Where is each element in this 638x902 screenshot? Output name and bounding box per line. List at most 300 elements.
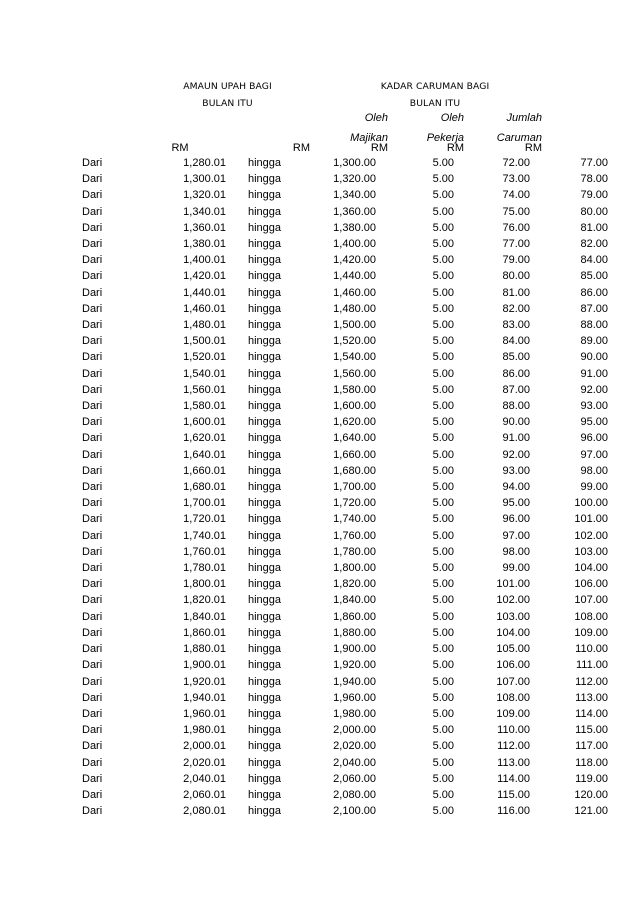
employee-contribution-cell: 103.00 xyxy=(496,610,530,623)
wage-from-cell: 1,320.01 xyxy=(183,189,226,202)
to-label-cell: hingga xyxy=(248,691,282,704)
from-label-cell: Dari xyxy=(82,707,103,720)
total-contribution-cell: 96.00 xyxy=(580,432,608,445)
wage-to-cell: 2,040.00 xyxy=(333,756,376,769)
total-contribution-cell: 97.00 xyxy=(580,448,608,461)
total-contribution-cell: 106.00 xyxy=(574,578,608,591)
employer-contribution-cell: 5.00 xyxy=(432,383,454,396)
wage-to-cell: 2,000.00 xyxy=(333,724,376,737)
total-header-line2: Caruman xyxy=(496,132,542,144)
total-contribution-cell: 109.00 xyxy=(574,626,608,639)
wage-from-cell: 1,660.01 xyxy=(183,464,226,477)
employee-header-line1: Oleh xyxy=(440,112,464,124)
employee-contribution-cell: 97.00 xyxy=(502,529,530,542)
to-label-cell: hingga xyxy=(248,594,282,607)
table-row xyxy=(0,706,608,722)
employer-contribution-cell: 5.00 xyxy=(432,319,454,332)
from-label-cell: Dari xyxy=(82,691,103,704)
from-label-cell: Dari xyxy=(82,529,103,542)
employer-contribution-cell: 5.00 xyxy=(432,367,454,380)
wage-to-cell: 1,860.00 xyxy=(333,610,376,623)
wage-to-cell: 1,680.00 xyxy=(333,464,376,477)
from-label-cell: Dari xyxy=(82,319,103,332)
to-label-cell: hingga xyxy=(248,286,282,299)
from-label-cell: Dari xyxy=(82,351,103,364)
table-row xyxy=(0,674,608,690)
currency-label-to: RM xyxy=(292,142,310,154)
total-contribution-cell: 87.00 xyxy=(580,302,608,315)
wage-to-cell: 1,660.00 xyxy=(333,448,376,461)
from-label-cell: Dari xyxy=(82,400,103,413)
table-row xyxy=(0,641,608,657)
from-label-cell: Dari xyxy=(82,481,103,494)
from-label-cell: Dari xyxy=(82,448,103,461)
wage-from-cell: 1,800.01 xyxy=(183,578,226,591)
employer-contribution-cell: 5.00 xyxy=(432,578,454,591)
from-label-cell: Dari xyxy=(82,238,103,251)
currency-label-employer: RM xyxy=(370,142,388,154)
table-row xyxy=(0,511,608,527)
currency-label-employee: RM xyxy=(446,142,464,154)
wage-from-cell: 1,900.01 xyxy=(183,659,226,672)
to-label-cell: hingga xyxy=(248,626,282,639)
wage-to-cell: 1,500.00 xyxy=(333,319,376,332)
contribution-table xyxy=(0,155,608,819)
employer-contribution-cell: 5.00 xyxy=(432,529,454,542)
employer-contribution-cell: 5.00 xyxy=(432,788,454,801)
employee-contribution-cell: 98.00 xyxy=(502,545,530,558)
wage-to-cell: 1,320.00 xyxy=(333,173,376,186)
wage-to-cell: 1,300.00 xyxy=(333,157,376,169)
employee-contribution-cell: 80.00 xyxy=(502,270,530,283)
employee-contribution-cell: 105.00 xyxy=(496,643,530,656)
employer-contribution-cell: 5.00 xyxy=(432,270,454,283)
table-row xyxy=(0,382,608,398)
employee-contribution-cell: 114.00 xyxy=(497,772,530,785)
to-label-cell: hingga xyxy=(248,659,282,672)
total-contribution-cell: 108.00 xyxy=(574,610,608,623)
employee-contribution-cell: 86.00 xyxy=(502,367,530,380)
wage-from-cell: 1,480.01 xyxy=(183,319,226,332)
from-label-cell: Dari xyxy=(82,626,103,639)
table-row xyxy=(0,528,608,544)
wage-from-cell: 1,440.01 xyxy=(183,286,226,299)
employer-contribution-cell: 5.00 xyxy=(432,756,454,769)
table-row xyxy=(0,576,608,592)
employer-contribution-cell: 5.00 xyxy=(432,497,454,510)
employee-contribution-cell: 92.00 xyxy=(502,448,530,461)
from-label-cell: Dari xyxy=(82,594,103,607)
employer-contribution-cell: 5.00 xyxy=(432,659,454,672)
wage-to-cell: 1,360.00 xyxy=(333,205,376,218)
wage-from-cell: 1,720.01 xyxy=(183,513,226,526)
table-row xyxy=(0,495,608,511)
wage-from-cell: 1,460.01 xyxy=(183,302,226,315)
wage-to-cell: 1,940.00 xyxy=(333,675,376,688)
to-label-cell: hingga xyxy=(248,772,282,785)
from-label-cell: Dari xyxy=(82,367,103,380)
table-row xyxy=(0,398,608,414)
total-contribution-cell: 93.00 xyxy=(580,400,608,413)
currency-label-total: RM xyxy=(524,142,542,154)
table-row xyxy=(0,463,608,479)
employee-contribution-cell: 116.00 xyxy=(497,805,530,818)
employer-contribution-cell: 5.00 xyxy=(432,724,454,737)
to-label-cell: hingga xyxy=(248,238,282,251)
table-row xyxy=(0,252,608,268)
from-label-cell: Dari xyxy=(82,772,103,785)
wage-to-cell: 1,760.00 xyxy=(333,529,376,542)
from-label-cell: Dari xyxy=(82,270,103,283)
wage-to-cell: 1,740.00 xyxy=(333,513,376,526)
table-row xyxy=(0,155,608,171)
employer-contribution-cell: 5.00 xyxy=(432,805,454,818)
table-row xyxy=(0,268,608,284)
employer-contribution-cell: 5.00 xyxy=(432,464,454,477)
wage-from-cell: 1,560.01 xyxy=(183,383,226,396)
wage-to-cell: 1,800.00 xyxy=(333,562,376,575)
employer-contribution-cell: 5.00 xyxy=(432,302,454,315)
employer-contribution-cell: 5.00 xyxy=(432,643,454,656)
wage-from-cell: 1,940.01 xyxy=(183,691,226,704)
employee-contribution-cell: 91.00 xyxy=(502,432,530,445)
wage-from-cell: 1,400.01 xyxy=(183,254,226,267)
table-row xyxy=(0,722,608,738)
to-label-cell: hingga xyxy=(248,351,282,364)
wage-from-cell: 1,300.01 xyxy=(183,173,226,186)
from-label-cell: Dari xyxy=(82,205,103,218)
from-label-cell: Dari xyxy=(82,756,103,769)
from-label-cell: Dari xyxy=(82,335,103,348)
wage-to-cell: 1,340.00 xyxy=(333,189,376,202)
from-label-cell: Dari xyxy=(82,173,103,186)
total-contribution-cell: 111.00 xyxy=(575,659,608,672)
to-label-cell: hingga xyxy=(248,189,282,202)
employer-contribution-cell: 5.00 xyxy=(432,594,454,607)
wage-to-cell: 1,400.00 xyxy=(333,238,376,251)
wage-to-cell: 1,420.00 xyxy=(333,254,376,267)
total-contribution-cell: 118.00 xyxy=(575,756,608,769)
table-row xyxy=(0,349,608,365)
total-header-line1: Jumlah xyxy=(506,112,542,124)
total-contribution-cell: 90.00 xyxy=(580,351,608,364)
total-contribution-cell: 79.00 xyxy=(580,189,608,202)
to-label-cell: hingga xyxy=(248,205,282,218)
to-label-cell: hingga xyxy=(248,270,282,283)
total-contribution-cell: 80.00 xyxy=(580,205,608,218)
total-contribution-cell: 81.00 xyxy=(580,221,608,234)
total-contribution-cell: 82.00 xyxy=(580,238,608,251)
table-row xyxy=(0,771,608,787)
wage-from-cell: 2,080.01 xyxy=(183,805,226,818)
table-row xyxy=(0,447,608,463)
employer-contribution-cell: 5.00 xyxy=(432,448,454,461)
to-label-cell: hingga xyxy=(248,675,282,688)
from-label-cell: Dari xyxy=(82,643,103,656)
table-row xyxy=(0,803,608,819)
wage-amount-header xyxy=(160,78,295,112)
employee-contribution-cell: 113.00 xyxy=(497,756,530,769)
wage-to-cell: 1,460.00 xyxy=(333,286,376,299)
total-contribution-cell: 104.00 xyxy=(574,562,608,575)
total-contribution-cell: 85.00 xyxy=(580,270,608,283)
to-label-cell: hingga xyxy=(248,432,282,445)
employee-contribution-cell: 94.00 xyxy=(502,481,530,494)
table-row xyxy=(0,430,608,446)
employee-contribution-cell: 75.00 xyxy=(502,205,530,218)
total-contribution-cell: 120.00 xyxy=(574,788,608,801)
table-row xyxy=(0,690,608,706)
from-label-cell: Dari xyxy=(82,562,103,575)
employer-contribution-cell: 5.00 xyxy=(432,189,454,202)
employee-contribution-cell: 85.00 xyxy=(502,351,530,364)
wage-to-cell: 2,100.00 xyxy=(333,805,376,818)
to-label-cell: hingga xyxy=(248,643,282,656)
table-row xyxy=(0,657,608,673)
wage-to-cell: 1,540.00 xyxy=(333,351,376,364)
wage-from-cell: 1,500.01 xyxy=(183,335,226,348)
table-row xyxy=(0,171,608,187)
total-contribution-cell: 121.00 xyxy=(574,805,608,818)
wage-to-cell: 2,020.00 xyxy=(333,740,376,753)
employee-contribution-cell: 96.00 xyxy=(502,513,530,526)
wage-from-cell: 1,640.01 xyxy=(183,448,226,461)
table-row xyxy=(0,479,608,495)
employee-contribution-cell: 110.00 xyxy=(497,724,530,737)
employee-contribution-cell: 102.00 xyxy=(496,594,530,607)
wage-from-cell: 1,380.01 xyxy=(183,238,226,251)
employee-contribution-cell: 108.00 xyxy=(496,691,530,704)
from-label-cell: Dari xyxy=(82,254,103,267)
wage-from-cell: 1,920.01 xyxy=(183,675,226,688)
contribution-rate-header xyxy=(355,78,515,112)
wage-to-cell: 1,960.00 xyxy=(333,691,376,704)
employer-header-line1: Oleh xyxy=(364,112,388,124)
to-label-cell: hingga xyxy=(248,481,282,494)
wage-from-cell: 1,580.01 xyxy=(183,400,226,413)
employer-contribution-cell: 5.00 xyxy=(432,400,454,413)
from-label-cell: Dari xyxy=(82,286,103,299)
to-label-cell: hingga xyxy=(248,254,282,267)
employer-contribution-cell: 5.00 xyxy=(432,562,454,575)
total-contribution-cell: 114.00 xyxy=(575,707,608,720)
to-label-cell: hingga xyxy=(248,756,282,769)
wage-to-cell: 1,840.00 xyxy=(333,594,376,607)
total-contribution-cell: 86.00 xyxy=(580,286,608,299)
wage-to-cell: 1,640.00 xyxy=(333,432,376,445)
contribution-rate-header-line1: KADAR CARUMAN BAGI xyxy=(380,81,490,92)
employer-contribution-cell: 5.00 xyxy=(432,351,454,364)
wage-from-cell: 1,520.01 xyxy=(183,351,226,364)
wage-to-cell: 2,080.00 xyxy=(333,788,376,801)
employee-contribution-cell: 88.00 xyxy=(502,400,530,413)
to-label-cell: hingga xyxy=(248,448,282,461)
from-label-cell: Dari xyxy=(82,659,103,672)
employee-contribution-cell: 76.00 xyxy=(502,221,530,234)
from-label-cell: Dari xyxy=(82,416,103,429)
to-label-cell: hingga xyxy=(248,578,282,591)
from-label-cell: Dari xyxy=(82,675,103,688)
wage-to-cell: 1,520.00 xyxy=(333,335,376,348)
wage-from-cell: 1,620.01 xyxy=(183,432,226,445)
wage-to-cell: 1,440.00 xyxy=(333,270,376,283)
total-contribution-cell: 102.00 xyxy=(574,529,608,542)
from-label-cell: Dari xyxy=(82,464,103,477)
total-contribution-cell: 112.00 xyxy=(575,675,608,688)
to-label-cell: hingga xyxy=(248,610,282,623)
total-contribution-cell: 103.00 xyxy=(574,545,608,558)
total-contribution-cell: 101.00 xyxy=(574,513,608,526)
employee-contribution-cell: 79.00 xyxy=(502,254,530,267)
employee-contribution-cell: 84.00 xyxy=(502,335,530,348)
wage-from-cell: 1,840.01 xyxy=(183,610,226,623)
wage-from-cell: 1,340.01 xyxy=(183,205,226,218)
total-contribution-cell: 88.00 xyxy=(580,319,608,332)
employer-contribution-cell: 5.00 xyxy=(432,157,454,169)
from-label-cell: Dari xyxy=(82,610,103,623)
table-row xyxy=(0,187,608,203)
to-label-cell: hingga xyxy=(248,221,282,234)
table-row xyxy=(0,220,608,236)
employee-contribution-cell: 81.00 xyxy=(502,286,530,299)
total-contribution-cell: 119.00 xyxy=(575,772,608,785)
wage-from-cell: 1,360.01 xyxy=(183,221,226,234)
to-label-cell: hingga xyxy=(248,464,282,477)
employee-contribution-cell: 107.00 xyxy=(496,675,530,688)
employee-contribution-cell: 77.00 xyxy=(502,238,530,251)
wage-to-cell: 1,880.00 xyxy=(333,626,376,639)
total-contribution-cell: 99.00 xyxy=(580,481,608,494)
employee-contribution-cell: 72.00 xyxy=(502,157,530,169)
wage-to-cell: 1,920.00 xyxy=(333,659,376,672)
contribution-table-body xyxy=(0,155,608,819)
employee-contribution-cell: 73.00 xyxy=(502,173,530,186)
employer-contribution-cell: 5.00 xyxy=(432,772,454,785)
to-label-cell: hingga xyxy=(248,497,282,510)
employer-contribution-cell: 5.00 xyxy=(432,254,454,267)
from-label-cell: Dari xyxy=(82,302,103,315)
from-label-cell: Dari xyxy=(82,221,103,234)
wage-from-cell: 1,280.01 xyxy=(183,157,226,169)
employee-contribution-cell: 99.00 xyxy=(502,562,530,575)
from-label-cell: Dari xyxy=(82,805,103,818)
wage-from-cell: 1,740.01 xyxy=(183,529,226,542)
to-label-cell: hingga xyxy=(248,367,282,380)
table-row xyxy=(0,592,608,608)
to-label-cell: hingga xyxy=(248,707,282,720)
table-row xyxy=(0,301,608,317)
total-contribution-cell: 92.00 xyxy=(580,383,608,396)
employer-contribution-cell: 5.00 xyxy=(432,691,454,704)
employer-contribution-cell: 5.00 xyxy=(432,740,454,753)
wage-from-cell: 1,820.01 xyxy=(183,594,226,607)
to-label-cell: hingga xyxy=(248,529,282,542)
wage-to-cell: 1,380.00 xyxy=(333,221,376,234)
wage-from-cell: 1,780.01 xyxy=(183,562,226,575)
wage-to-cell: 1,560.00 xyxy=(333,367,376,380)
total-contribution-cell: 107.00 xyxy=(574,594,608,607)
wage-to-cell: 1,700.00 xyxy=(333,481,376,494)
total-contribution-cell: 91.00 xyxy=(580,367,608,380)
wage-to-cell: 1,620.00 xyxy=(333,416,376,429)
employer-contribution-cell: 5.00 xyxy=(432,173,454,186)
wage-from-cell: 1,420.01 xyxy=(183,270,226,283)
total-contribution-cell: 100.00 xyxy=(574,497,608,510)
employer-contribution-cell: 5.00 xyxy=(432,707,454,720)
wage-from-cell: 1,860.01 xyxy=(183,626,226,639)
wage-to-cell: 1,980.00 xyxy=(333,707,376,720)
wage-from-cell: 1,700.01 xyxy=(183,497,226,510)
employer-contribution-cell: 5.00 xyxy=(432,335,454,348)
employee-contribution-cell: 90.00 xyxy=(502,416,530,429)
to-label-cell: hingga xyxy=(248,513,282,526)
employee-contribution-cell: 95.00 xyxy=(502,497,530,510)
total-contribution-cell: 98.00 xyxy=(580,464,608,477)
to-label-cell: hingga xyxy=(248,319,282,332)
table-row xyxy=(0,366,608,382)
total-contribution-cell: 78.00 xyxy=(580,173,608,186)
employee-contribution-cell: 101.00 xyxy=(496,578,530,591)
from-label-cell: Dari xyxy=(82,740,103,753)
wage-from-cell: 1,980.01 xyxy=(183,724,226,737)
wage-to-cell: 1,900.00 xyxy=(333,643,376,656)
employee-contribution-cell: 112.00 xyxy=(497,740,530,753)
from-label-cell: Dari xyxy=(82,432,103,445)
table-row xyxy=(0,333,608,349)
from-label-cell: Dari xyxy=(82,497,103,510)
wage-amount-header-line2: BULAN ITU xyxy=(202,98,253,109)
employee-header-line2: Pekerja xyxy=(426,132,464,144)
to-label-cell: hingga xyxy=(248,788,282,801)
to-label-cell: hingga xyxy=(248,383,282,396)
wage-from-cell: 1,960.01 xyxy=(183,707,226,720)
total-contribution-cell: 115.00 xyxy=(575,724,608,737)
table-row xyxy=(0,755,608,771)
from-label-cell: Dari xyxy=(82,545,103,558)
to-label-cell: hingga xyxy=(248,724,282,737)
total-contribution-cell: 110.00 xyxy=(575,643,608,656)
employer-contribution-cell: 5.00 xyxy=(432,675,454,688)
table-row xyxy=(0,609,608,625)
table-row xyxy=(0,317,608,333)
table-row xyxy=(0,560,608,576)
employee-contribution-cell: 104.00 xyxy=(496,626,530,639)
to-label-cell: hingga xyxy=(248,400,282,413)
to-label-cell: hingga xyxy=(248,173,282,186)
wage-from-cell: 1,680.01 xyxy=(183,481,226,494)
employee-contribution-cell: 87.00 xyxy=(502,383,530,396)
from-label-cell: Dari xyxy=(82,157,103,169)
employer-contribution-cell: 5.00 xyxy=(432,432,454,445)
employer-contribution-cell: 5.00 xyxy=(432,481,454,494)
wage-from-cell: 1,540.01 xyxy=(183,367,226,380)
from-label-cell: Dari xyxy=(82,578,103,591)
to-label-cell: hingga xyxy=(248,302,282,315)
employee-contribution-cell: 83.00 xyxy=(502,319,530,332)
currency-label-from: RM xyxy=(171,142,189,154)
from-label-cell: Dari xyxy=(82,513,103,526)
to-label-cell: hingga xyxy=(248,416,282,429)
employee-contribution-cell: 106.00 xyxy=(496,659,530,672)
to-label-cell: hingga xyxy=(248,562,282,575)
table-row xyxy=(0,236,608,252)
employer-contribution-cell: 5.00 xyxy=(432,610,454,623)
contribution-rate-header-line2: BULAN ITU xyxy=(409,98,461,109)
wage-to-cell: 1,480.00 xyxy=(333,302,376,315)
wage-from-cell: 2,000.01 xyxy=(183,740,226,753)
to-label-cell: hingga xyxy=(248,740,282,753)
wage-from-cell: 1,600.01 xyxy=(183,416,226,429)
